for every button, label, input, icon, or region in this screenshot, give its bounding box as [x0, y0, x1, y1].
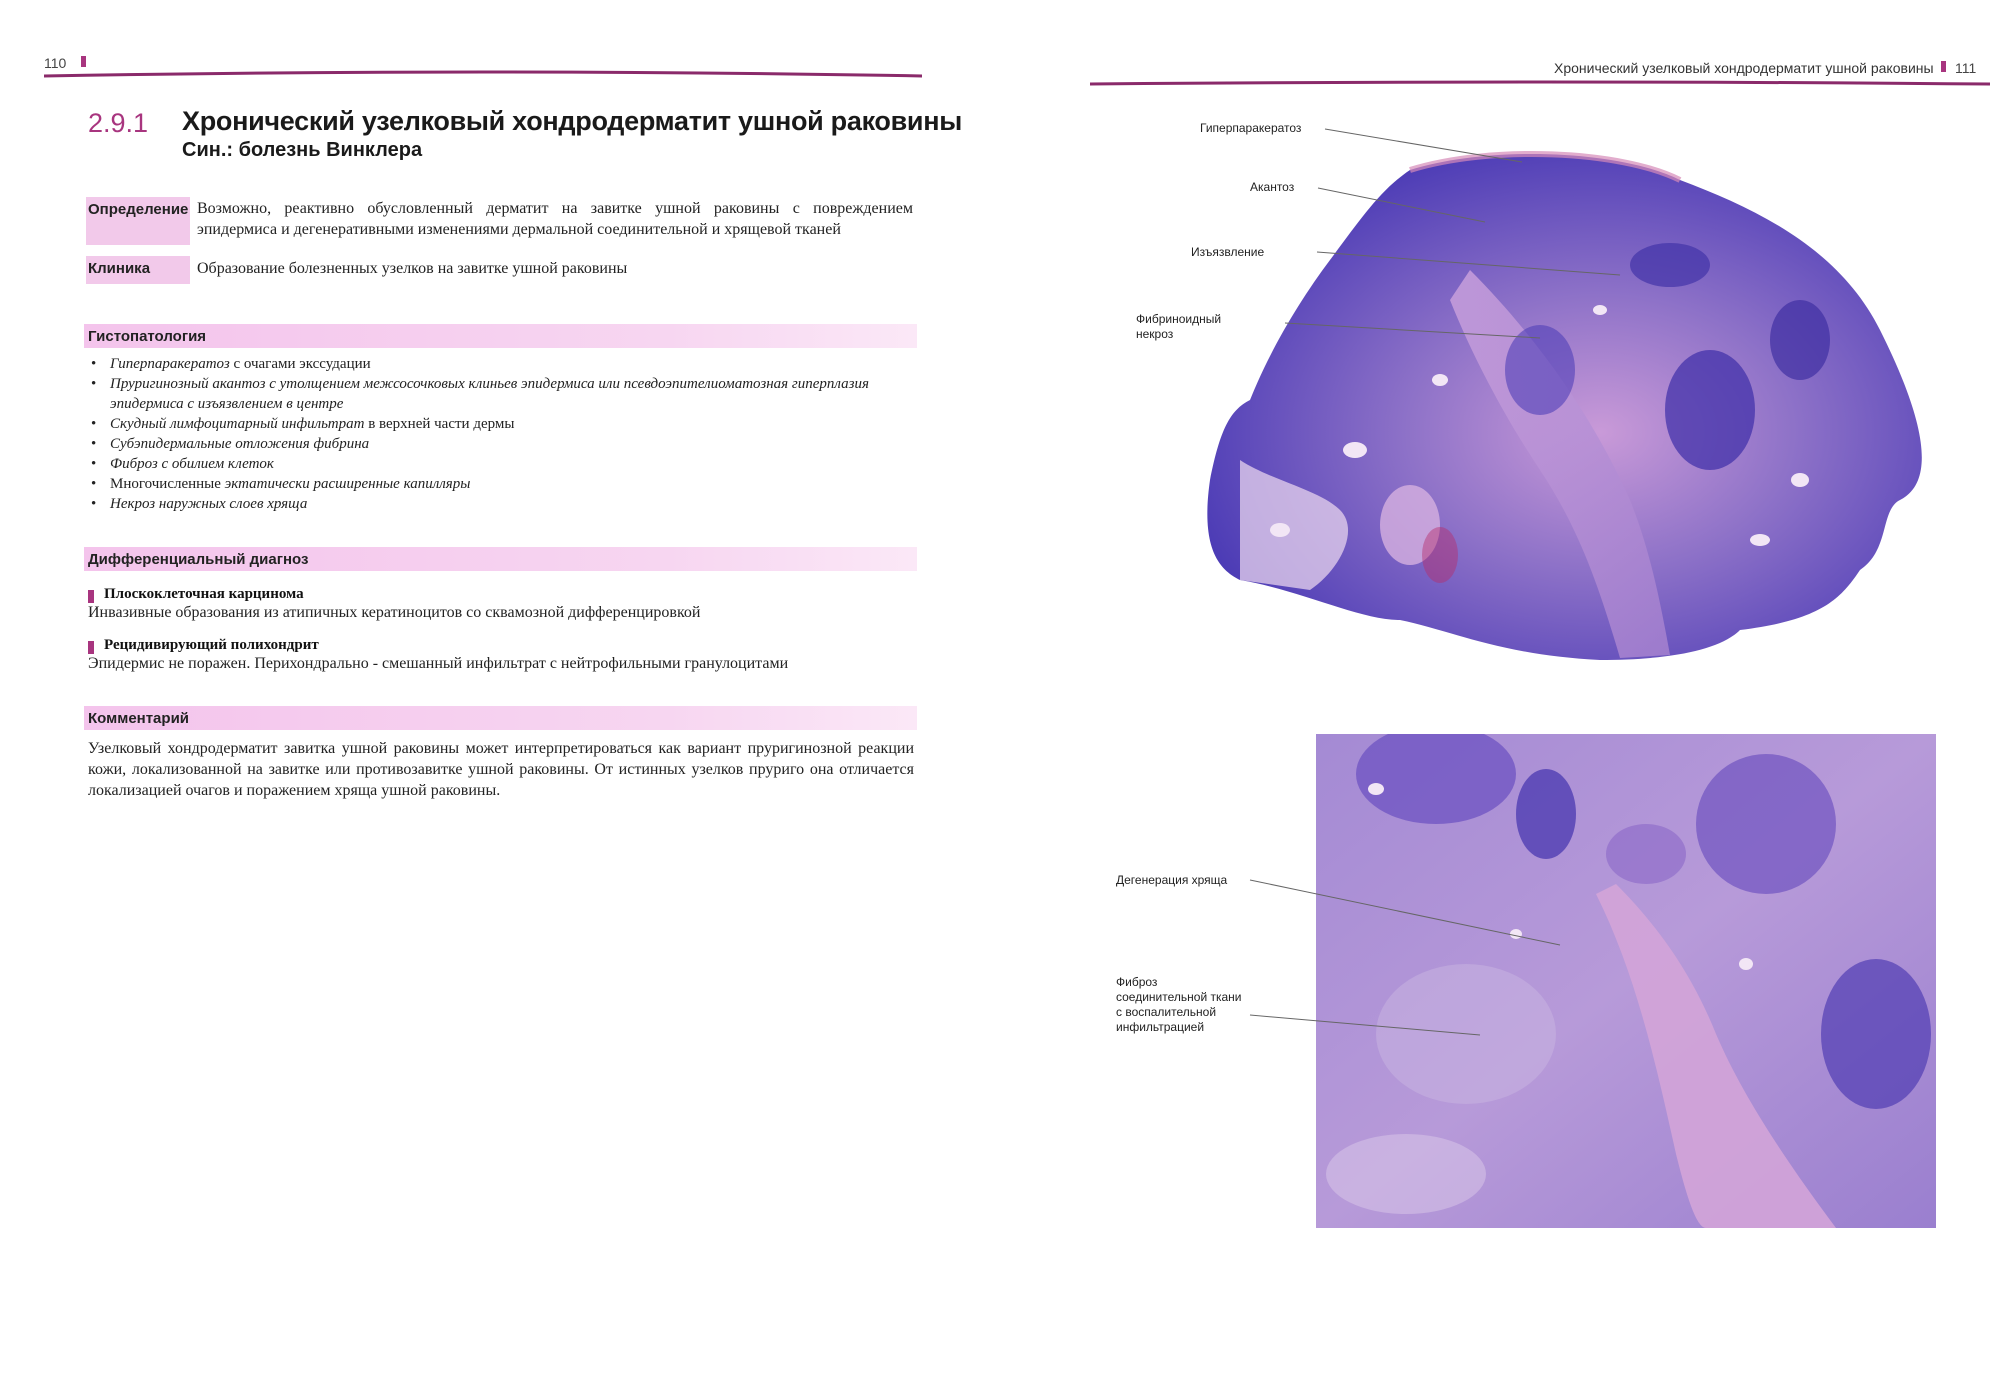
histopathology-list: [88, 354, 918, 514]
list-item: • Скудный лимфоцитарный инфильтрат в верхней части дермы: [91, 416, 515, 432]
label-hyperparakeratosis: Гиперпаракератоз: [1200, 121, 1302, 135]
label-fibrosis-2: соединительной ткани: [1116, 990, 1242, 1004]
definition-label: Определение: [86, 197, 190, 245]
label-fibrosis-3: с воспалительной: [1116, 1005, 1217, 1019]
page-number-left: 110: [44, 55, 67, 71]
dd-marker: [88, 590, 94, 603]
label-fibrosis-4: инфильтрацией: [1116, 1020, 1205, 1034]
list-item: • Некроз наружных слоев хряща: [91, 496, 308, 512]
list-item: • Субэпидермальные отложения фибрина: [91, 436, 370, 452]
definition-text: Возможно, реактивно обусловленный дерматит на завитке ушной раковины с повреждением эпидермиса и дегенеративными изменениями дермальной соединительной и хрящевой тканей: [197, 200, 913, 238]
differential-heading: Дифференциальный диагноз: [84, 547, 917, 571]
dd-text: Инвазивные образования из атипичных кератиноцитов со сквамозной дифференцировкой: [88, 604, 701, 621]
dd-title: Плоскоклеточная карцинома: [104, 586, 304, 602]
label-fibrinoid: Фибриноидный: [1136, 312, 1222, 326]
comment-text: Узелковый хондродерматит завитка ушной раковины может интерпретироваться как вариант пруригинозной реакции кожи, локализованной на завитке или противозавитке ушной раковины. От истинных узелков пруриго она отличается локализацией очагов и поражением хряща ушной раковины.: [88, 740, 914, 799]
label-fibrosis-1: Фиброз: [1116, 975, 1158, 989]
label-cartilage-degeneration: Дегенерация хряща: [1116, 873, 1228, 887]
clinic-text: Образование болезненных узелков на завитке ушной раковины: [197, 260, 628, 277]
running-title: Хронический узелковый хондродерматит ушной раковины: [1554, 60, 1934, 76]
clinic-label: Клиника: [86, 256, 190, 284]
section-number: 2.9.1: [88, 108, 149, 138]
page-number-right: 111: [1955, 60, 1977, 76]
micrograph-detail: [1316, 734, 1936, 1228]
synonym: Син.: болезнь Винклера: [182, 139, 423, 161]
micrograph-overview: [1200, 150, 1940, 670]
list-item: • Гиперпаракератоз с очагами экссудации: [91, 356, 371, 372]
dd-title: Рецидивирующий полихондрит: [104, 637, 319, 653]
list-item: • Фиброз с обилием клеток: [91, 456, 274, 472]
dd-text: Эпидермис не поражен. Перихондрально - смешанный инфильтрат с нейтрофильными гранулоцитами: [88, 655, 789, 672]
comment-heading: Комментарий: [84, 706, 917, 730]
header-rule-right: [1090, 78, 1990, 88]
list-item: • Пруригинозный акантоз с утолщением межсосочковых клиньев эпидермиса или псевдоэпителиоматозная гиперплазия эпидермиса с изъязвлением в центре: [91, 376, 869, 412]
list-item: • Многочисленные эктатически расширенные капилляры: [91, 476, 471, 492]
dd-marker: [88, 641, 94, 654]
label-acanthosis: Акантоз: [1250, 180, 1295, 194]
header-marker: [1941, 61, 1946, 72]
label-necrosis: некроз: [1136, 327, 1174, 341]
header-rule-left: [44, 66, 922, 80]
label-ulceration: Изъязвление: [1191, 245, 1265, 259]
right-page: [1000, 0, 2000, 1395]
histopathology-heading: Гистопатология: [84, 324, 917, 348]
page-title: Хронический узелковый хондродерматит ушной раковины: [182, 106, 962, 136]
